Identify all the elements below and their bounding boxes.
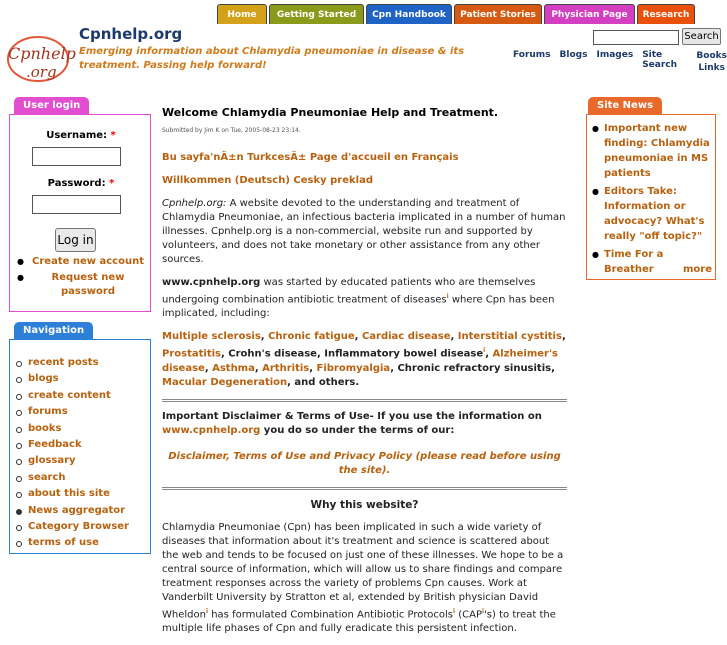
username-field[interactable] [32, 147, 121, 166]
secondary-link-links[interactable]: Links [698, 63, 725, 73]
login-block [9, 114, 151, 312]
nav-item-books[interactable]: books [28, 422, 62, 434]
nav-tab-research[interactable]: Research [637, 4, 695, 24]
news-more-link[interactable]: more [682, 264, 712, 275]
disclaimer-link[interactable]: Disclaimer, Terms of Use and Privacy Policy (please read before using the site). [168, 450, 561, 476]
page-title: Welcome Chlamydia Pneumoniae Help and Treatment. [162, 106, 499, 119]
disease-link[interactable]: Macular Degeneration [162, 376, 288, 388]
disease-link[interactable]: Multiple sclerosis [162, 331, 261, 343]
submitted-info: Submitted by Jim K on Tue, 2005-08-23 23:14. [162, 127, 301, 134]
nav-item-category-browser[interactable]: Category Browser [28, 520, 129, 532]
top-navigation [217, 4, 695, 24]
intro-paragraph: Cpnhelp.org: A website devoted to the understanding and treatment of Chlamydia Pneumoniae, an infectious bacteria implicated in a number of human illnesses. Cpnhelp.org is a non-commercial, website run and supported by volunteers, and does not take monetary or other assistance from any other sources. [162, 198, 566, 265]
nav-tab-physician-page[interactable]: Physician Page [544, 4, 635, 24]
main-content [162, 106, 567, 645]
site-name[interactable]: Cpnhelp.org [79, 25, 183, 43]
nav-tab-getting-started[interactable]: Getting Started [269, 4, 364, 24]
divider [162, 487, 567, 490]
disease-link[interactable]: Chronic fatigue [268, 331, 355, 343]
secondary-link-site-search[interactable]: Site Search [642, 50, 678, 70]
list-item [12, 371, 129, 387]
list-item [12, 453, 129, 469]
secondary-links [513, 50, 727, 74]
disease-link[interactable]: Cardiac disease [361, 331, 451, 343]
navigation-block-title: Navigation [14, 322, 93, 340]
disease-link[interactable]: Alzheimer's disease [162, 348, 558, 374]
list-item [12, 470, 129, 486]
nav-item-blogs[interactable]: blogs [28, 373, 59, 385]
login-block-title: User login [14, 97, 89, 115]
login-button[interactable]: Log in [55, 228, 96, 252]
nav-tab-cpn-handbook[interactable]: Cpn Handbook [366, 4, 452, 24]
disease-link[interactable]: Asthma [212, 362, 255, 374]
why-paragraph: Chlamydia Pneumoniae (Cpn) has been implicated in such a wide variety of diseases that information about it's treatment and science is scattered about the web and tends to be focused on just one of these illnesses. We hope to be a central source of information, which will allow us to share findings and compare treatment responses across the variety of problems Cpn causes. Work at Vanderbilt University by Stratton et al, extended by British physician David Wheldon$^i$ has formulated Combination Antibiotic Protocols$^i$ (CAP$^i$'s) to treat the multiple life phases of Cpn and fully eradicate this persistent infection. [162, 521, 564, 634]
search-button[interactable]: Search [682, 28, 721, 45]
language-links-1[interactable]: Bu sayfa'nÄ±n TurkcesÄ± Page d'accueil en Français [162, 152, 459, 163]
secondary-link-images[interactable]: Images [596, 50, 634, 60]
list-item [12, 437, 129, 453]
logo-text-bottom: .org [26, 63, 57, 81]
nav-item-feedback[interactable]: Feedback [28, 438, 82, 450]
why-title: Why this website? [310, 498, 419, 511]
disease-link[interactable]: Arthritis [262, 362, 310, 374]
language-links-2[interactable]: Willkommen (Deutsch) Cesky preklad [162, 175, 373, 186]
nav-item-news-aggregator[interactable]: News aggregator [28, 504, 126, 516]
list-item [12, 404, 129, 420]
create-account-link[interactable]: Create new account [32, 256, 144, 267]
news-block [586, 114, 716, 280]
nav-item-terms-of-use[interactable]: terms of use [28, 537, 99, 549]
nav-item-search[interactable]: search [28, 471, 66, 483]
password-label: Password: * [47, 178, 115, 189]
nav-item-forums[interactable]: forums [28, 406, 68, 418]
disease-link[interactable]: Fibromyalgia [316, 362, 391, 374]
started-paragraph: www.cpnhelp.org was started by educated patients who are themselves undergoing combination antibiotic treatment of diseases$^i$ where Cpn has been implicated, including: [162, 277, 555, 320]
nav-item-recent-posts[interactable]: recent posts [28, 357, 99, 368]
list-item [12, 421, 129, 437]
nav-item-about-this-site[interactable]: about this site [28, 488, 110, 500]
divider [162, 399, 567, 402]
list-item [12, 519, 129, 535]
username-label: Username: * [46, 130, 116, 141]
disclaimer-notice: Important Disclaimer & Terms of Use- If you use the information on www.cpnhelp.org you do so under the terms of our: [162, 410, 542, 436]
site-logo[interactable] [2, 33, 74, 85]
list-item [12, 486, 129, 502]
disease-list: Multiple sclerosis, Chronic fatigue, Cardiac disease, Interstitial cystitis, Prostatitis, Crohn's disease, Inflammatory bowel disease$^i$, Alzheimer's disease, Asthma, Arthritis, Fibromyalgia, Chronic refractory sinusitis, Macular Degeneration, and others. [162, 331, 566, 388]
logo-icon [2, 33, 74, 85]
password-field[interactable] [32, 195, 121, 214]
site-slogan: Emerging information about Chlamydia pneumoniae in disease & its treatment. Passing help forward! [79, 46, 465, 71]
disease-link[interactable]: Prostatitis [162, 348, 221, 360]
list-item [12, 503, 129, 519]
request-password-link[interactable]: Request new password [51, 272, 125, 297]
secondary-link-blogs[interactable]: Blogs [559, 50, 588, 60]
list-item [12, 388, 129, 404]
list-item [12, 535, 129, 551]
news-item[interactable]: Time For a Breather [604, 249, 664, 275]
nav-tab-home[interactable]: Home [217, 4, 267, 24]
news-item[interactable]: Editors Take: Information or advocacy? What's really "off topic?" [604, 186, 705, 242]
disease-link[interactable]: Interstitial cystitis [457, 331, 562, 343]
site-link[interactable]: www.cpnhelp.org [162, 424, 261, 436]
list-item [12, 355, 129, 371]
login-links [14, 255, 146, 301]
navigation-block [9, 339, 151, 554]
logo-text-top: Cpnhelp [8, 44, 76, 63]
secondary-link-forums[interactable]: Forums [513, 50, 551, 60]
search-input[interactable] [593, 30, 679, 45]
news-block-title: Site News [588, 97, 662, 115]
nav-item-create-content[interactable]: create content [28, 389, 111, 401]
secondary-link-books[interactable]: Books [696, 51, 727, 61]
news-item[interactable]: Important new finding: Chlamydia pneumoniae in MS patients [604, 123, 710, 179]
nav-item-glossary[interactable]: glossary [28, 455, 76, 467]
nav-tab-patient-stories[interactable]: Patient Stories [454, 4, 542, 24]
